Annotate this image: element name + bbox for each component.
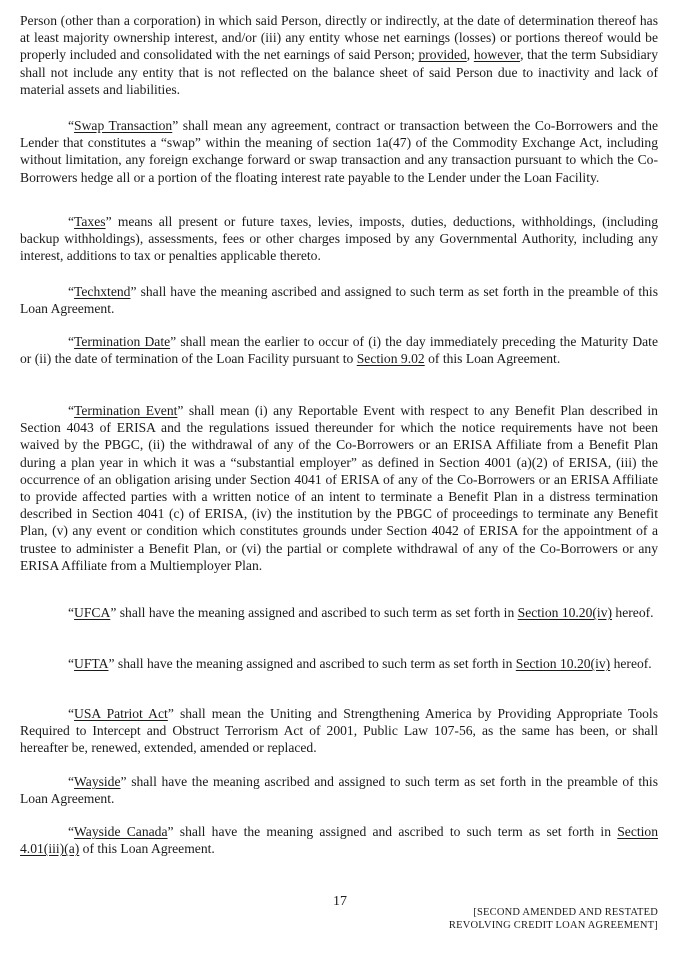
close-quote: ” bbox=[172, 118, 179, 133]
definition-text: hereof. bbox=[610, 656, 652, 671]
footer-line-1: [SECOND AMENDED AND RESTATED bbox=[473, 907, 658, 918]
defined-term: Wayside bbox=[74, 774, 121, 789]
open-quote: “ bbox=[68, 774, 75, 789]
definition-text: shall have the meaning assigned and ascribed to such term as set forth in bbox=[114, 656, 516, 671]
defined-term: UFCA bbox=[74, 605, 111, 620]
definition-text: hereof. bbox=[612, 605, 654, 620]
definition-usa-patriot-act bbox=[20, 705, 658, 757]
definition-wayside-canada bbox=[20, 823, 658, 857]
paragraph-text: , that the term Subsidiary shall not include any entity that is not reflected on the balance sheet of said Person due to inactivity and lack of material assets and liabilities. bbox=[20, 47, 659, 97]
section-reference: Section 4.01(iii)(a) bbox=[20, 824, 659, 857]
close-quote: ” bbox=[167, 706, 174, 721]
definition-swap-transaction bbox=[20, 117, 658, 186]
definition-taxes bbox=[20, 213, 658, 265]
definition-text: of this Loan Agreement. bbox=[424, 351, 561, 367]
definition-text: shall mean any agreement, contract or transaction between the Co-Borrowers and the Lender that constitutes a “swap” within the meaning of section 1a(47) of the Commodity Exchange Act, including without limitation, any foreign exchange forward or swap transaction and any transaction pursuant to which the Co-Borrowers hedge all or a portion of the floating interest rate payable to the Lender under the Loan Facility. bbox=[20, 118, 658, 185]
definition-text: of this Loan Agreement. bbox=[79, 841, 215, 857]
section-reference: Section 9.02 bbox=[356, 351, 425, 367]
paragraph-text: Person (other than a corporation) in which said Person, directly or indirectly, at the date of determination thereof has at least majority ownership interest, and/or (iii) any entity whose net earnings (losses) or portions thereof would be properly included and consolidated with the net earnings of said Person; bbox=[20, 13, 658, 63]
open-quote: “ bbox=[68, 214, 75, 229]
emphasis-however: however bbox=[473, 47, 521, 63]
paragraph-text: , bbox=[466, 47, 474, 63]
defined-term: Wayside Canada bbox=[74, 824, 168, 839]
close-quote: ” bbox=[177, 403, 184, 418]
definition-wayside bbox=[20, 773, 658, 807]
definition-text: shall mean the earlier to occur of (i) the day immediately preceding the Maturity Date or (ii) the date of termination of the Loan Facility pursuant to bbox=[20, 334, 658, 367]
definition-ufca bbox=[20, 604, 658, 621]
definition-text: shall have the meaning ascribed and assigned to such term as set forth in the preamble of this Loan Agreement. bbox=[20, 774, 658, 807]
open-quote: “ bbox=[68, 403, 75, 418]
defined-term: Taxes bbox=[74, 214, 106, 229]
open-quote: “ bbox=[68, 824, 75, 839]
defined-term: Swap Transaction bbox=[74, 118, 173, 133]
close-quote: ” bbox=[167, 824, 174, 839]
defined-term: UFTA bbox=[74, 656, 109, 671]
page-number: 17 bbox=[333, 894, 347, 909]
paragraph-subsidiary-continuation bbox=[20, 12, 658, 98]
close-quote: ” bbox=[130, 284, 137, 299]
section-reference: Section 10.20(iv) bbox=[515, 656, 611, 671]
definition-ufta bbox=[20, 655, 658, 672]
definition-text: shall have the meaning ascribed and assigned to such term as set forth in the preamble of this Loan Agreement. bbox=[20, 284, 658, 317]
close-quote: ” bbox=[108, 656, 115, 671]
definition-termination-date bbox=[20, 333, 658, 367]
section-reference: Section 10.20(iv) bbox=[517, 605, 613, 620]
definition-termination-event bbox=[20, 402, 658, 574]
open-quote: “ bbox=[68, 605, 75, 620]
open-quote: “ bbox=[68, 656, 75, 671]
definition-text: shall have the meaning assigned and ascribed to such term as set forth in bbox=[116, 605, 518, 620]
close-quote: ” bbox=[105, 214, 112, 229]
defined-term: Techxtend bbox=[74, 284, 131, 299]
defined-term: Termination Event bbox=[74, 403, 178, 418]
definition-text: means all present or future taxes, levies, imposts, duties, deductions, withholdings, (including backup withholdings), assessments, fees or other charges imposed by any Governmental Authority, including any interest, additions to tax or penalties applicable thereto. bbox=[20, 214, 658, 264]
close-quote: ” bbox=[170, 334, 177, 349]
emphasis-provided: provided bbox=[418, 47, 467, 63]
open-quote: “ bbox=[68, 706, 75, 721]
document-footer bbox=[449, 907, 658, 932]
close-quote: ” bbox=[120, 774, 127, 789]
definition-text: shall mean (i) any Reportable Event with respect to any Benefit Plan described in Section 4043 of ERISA and the regulations issued thereunder for which the notice requirements have not been waived by the PBGC, (ii) the withdrawal of any of the Co-Borrowers or an ERISA Affiliate from a Benefit Plan during a plan year in which it was a “substantial employer” as defined in Section 4001 (a)(2) of ERISA, (iii) the occurrence of an obligation arising under Section 4041 of ERISA of any of the Co-Borrowers or an ERISA Affiliate to provide affected parties with a written notice of an intent to terminate a Benefit Plan in a distress termination described in Section 4041 (c) of ERISA, (iv) the institution by the PBGC of proceedings to terminate any Benefit Plan, (v) any event or condition which constitutes grounds under Section 4042 of ERISA for the appointment of a trustee to administer a Benefit Plan, or (vi) the partial or complete withdrawal of any of the Co-Borrowers or any ERISA Affiliate from a Multiemployer Plan. bbox=[20, 403, 658, 573]
definition-text: shall have the meaning assigned and ascribed to such term as set forth in bbox=[173, 824, 618, 839]
open-quote: “ bbox=[68, 118, 75, 133]
definition-techxtend bbox=[20, 283, 658, 317]
close-quote: ” bbox=[110, 605, 117, 620]
footer-line-2: REVOLVING CREDIT LOAN AGREEMENT] bbox=[448, 919, 658, 931]
open-quote: “ bbox=[68, 334, 75, 349]
defined-term: Termination Date bbox=[74, 334, 171, 349]
open-quote: “ bbox=[68, 284, 75, 299]
defined-term: USA Patriot Act bbox=[74, 706, 168, 721]
definition-text: shall mean the Uniting and Strengthening America by Providing Appropriate Tools Required to Intercept and Obstruct Terrorism Act of 2001, Public Law 107-56, as the same has been, or shall hereafter be, renewed, extended, amended or replaced. bbox=[20, 706, 658, 756]
